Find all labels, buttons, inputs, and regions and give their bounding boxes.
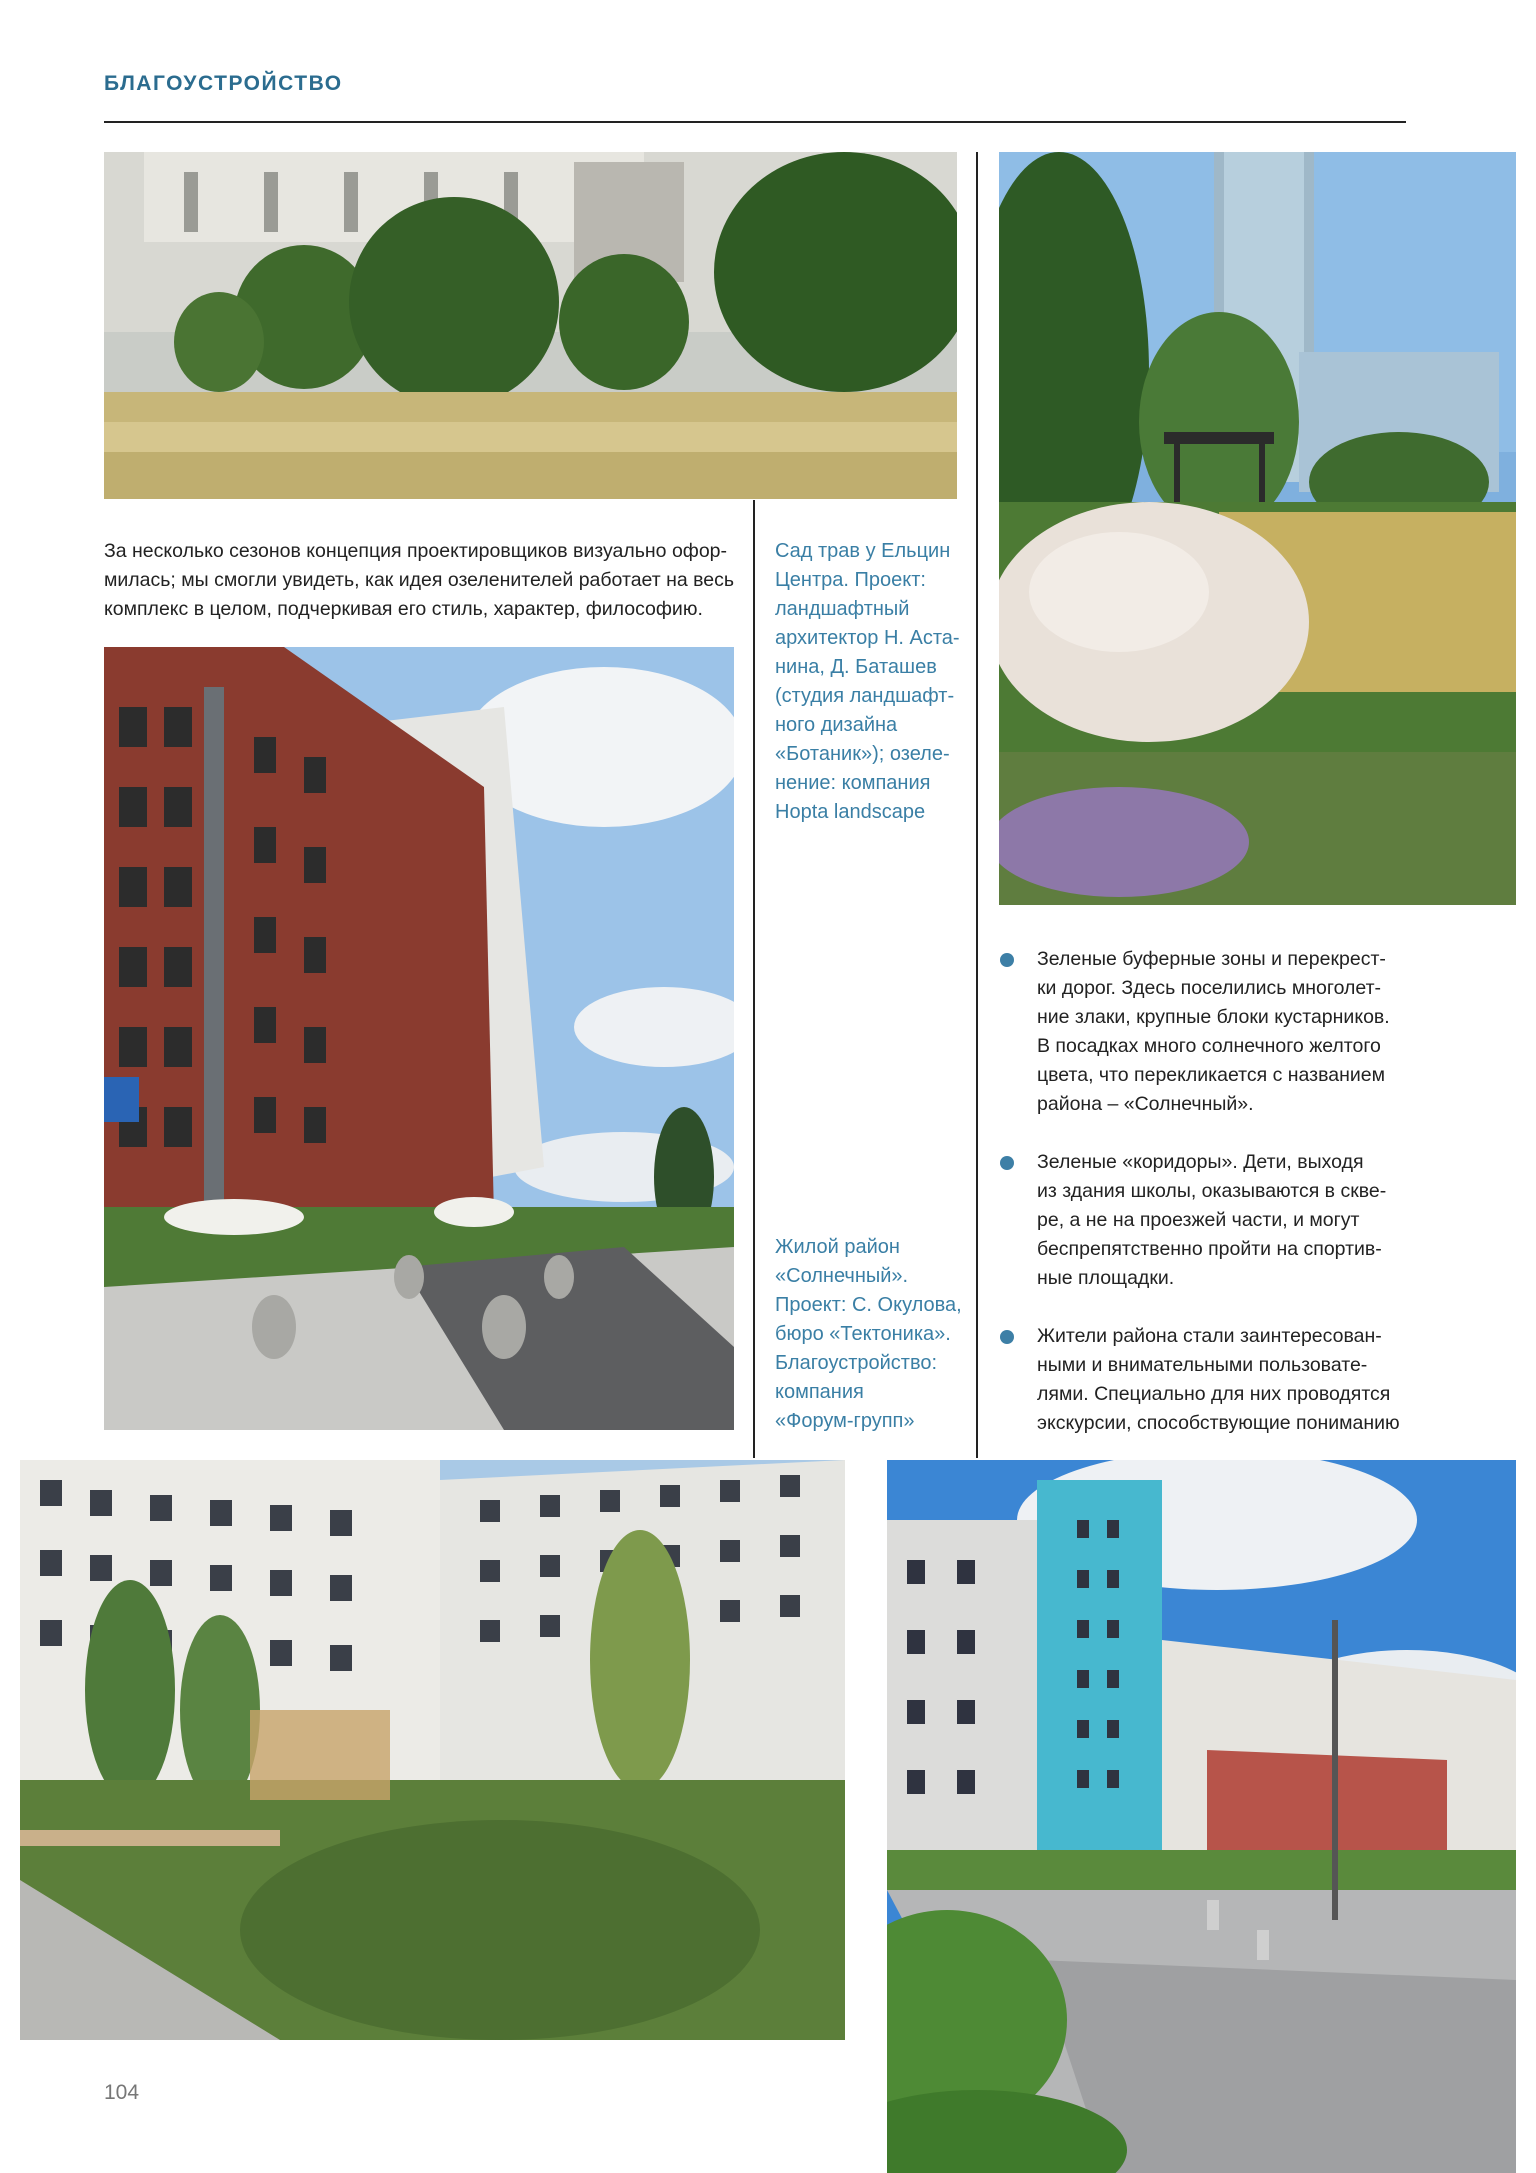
photo-blue-building-street (887, 1460, 1516, 2173)
bullet-dot-icon (1000, 1330, 1014, 1344)
section-title: БЛАГОУСТРОЙСТВО (104, 72, 343, 95)
caption-line: «Форум-групп» (775, 1410, 915, 1432)
bullet-dot-icon (1000, 953, 1014, 967)
page-number: 104 (104, 2081, 140, 2104)
bullet-line: из здания школы, оказываются в скве- (1037, 1180, 1387, 1202)
caption-line: компания (775, 1381, 864, 1403)
caption-line: нение: компания (775, 772, 931, 794)
bullets (1000, 945, 1420, 1438)
photo-yeltsin-garden (999, 152, 1516, 905)
caption-line: нина, Д. Баташев (775, 656, 937, 678)
intro-line: милась; мы смогли увидеть, как идея озеленителей работает на весь (104, 569, 735, 591)
caption-line: Благоустройство: (775, 1352, 938, 1374)
bullet-line: лями. Специально для них проводятся (1037, 1383, 1391, 1405)
bullet-item (1000, 945, 1420, 1119)
caption-solnechny (775, 1233, 975, 1436)
caption-line: (студия ландшафт- (775, 685, 955, 707)
bullet-line: экскурсии, способствующие пониманию (1037, 1412, 1400, 1434)
bullet-line: района – «Солнечный». (1037, 1093, 1254, 1115)
bullet-line: Жители района стали заинтересован- (1037, 1325, 1382, 1347)
bullet-item (1000, 1148, 1420, 1293)
caption-line: бюро «Тектоника». (775, 1323, 951, 1345)
bullet-line: ными и внимательными пользовате- (1037, 1354, 1368, 1376)
caption-yeltsin-garden (775, 537, 975, 827)
caption-line: ного дизайна (775, 714, 898, 736)
caption-line: Центра. Проект: (775, 569, 926, 591)
bullet-list (1000, 945, 1420, 1467)
caption-line: Жилой район (775, 1236, 900, 1258)
bullet-line: ные площадки. (1037, 1267, 1175, 1289)
caption-line: Сад трав у Ельцин (775, 540, 951, 562)
bullet-line: ки дорог. Здесь поселились многолет- (1037, 977, 1381, 999)
photo-brick-building-street (104, 647, 734, 1430)
bullet-line: ние злаки, крупные блоки кустарников. (1037, 1006, 1390, 1028)
intro-line: комплекс в целом, подчеркивая его стиль, характер, философию. (104, 598, 703, 620)
caption-line: архитектор Н. Аста- (775, 627, 960, 649)
bullet-line: Зеленые буферные зоны и перекрест- (1037, 948, 1386, 970)
intro-line: За несколько сезонов концепция проектировщиков визуально офор- (104, 540, 728, 562)
bullet-line: ре, а не на проезжей части, и могут (1037, 1209, 1360, 1231)
column-divider-left (753, 500, 755, 1458)
bullet-item (1000, 1322, 1420, 1438)
caption-line: Проект: С. Окулова, (775, 1294, 962, 1316)
caption-line: ландшафтный (775, 598, 910, 620)
header-divider (104, 121, 1406, 123)
bullet-line: цвета, что перекликается с названием (1037, 1064, 1385, 1086)
column-divider-right (976, 152, 978, 1458)
bullet-line: В посадках много солнечного желтого (1037, 1035, 1381, 1057)
caption-line: Hopta landscape (775, 801, 926, 823)
bullet-dot-icon (1000, 1156, 1014, 1170)
photo-courtyard-playground (20, 1460, 845, 2040)
intro-paragraph (104, 537, 744, 624)
bullet-line: беспрепятственно пройти на спортив- (1037, 1238, 1382, 1260)
bullet-line: Зеленые «коридоры». Дети, выходя (1037, 1151, 1364, 1173)
photo-topiary-garden (104, 152, 957, 499)
caption-line: «Солнечный». (775, 1265, 909, 1287)
caption-line: «Ботаник»); озеле- (775, 743, 950, 765)
